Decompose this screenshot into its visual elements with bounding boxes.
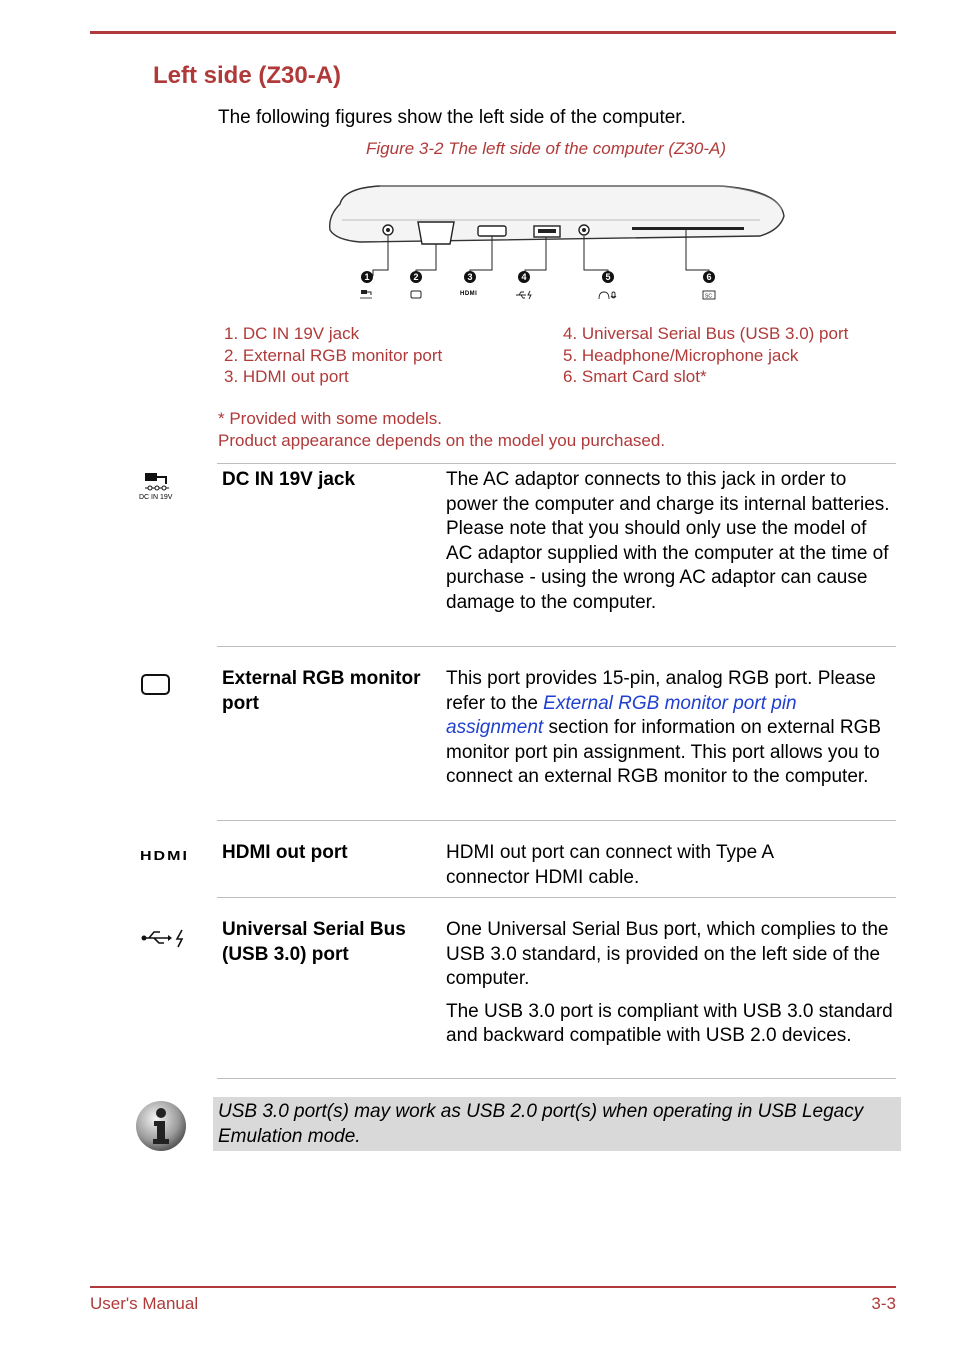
top-rule xyxy=(90,31,896,34)
svg-text:SC: SC xyxy=(705,293,712,300)
dc-in-icon xyxy=(359,289,373,301)
appearance-note: Product appearance depends on the model you purchased. xyxy=(218,431,666,450)
legend-left xyxy=(224,323,442,388)
page-number: 3-3 xyxy=(871,1294,896,1313)
table-divider xyxy=(217,897,896,898)
callout-1: 1 xyxy=(361,271,373,283)
desc-hdmi: HDMI out port can connect with Type A connector HDMI cable. xyxy=(446,842,774,888)
legend-item: 1. DC IN 19V jack xyxy=(224,324,360,343)
term-hdmi: HDMI out port xyxy=(222,842,348,863)
callout-6: 6 xyxy=(703,271,715,283)
smart-card-icon xyxy=(702,290,716,300)
footer-left: User's Manual xyxy=(90,1294,199,1313)
rgb-port-icon xyxy=(410,290,422,300)
headphone-mic-icon xyxy=(598,290,618,300)
legend-item: 6. Smart Card slot* xyxy=(563,367,707,386)
dc-in-icon-label: DC IN 19V xyxy=(139,494,173,501)
intro-text: The following figures show the left side of the computer. xyxy=(218,107,686,128)
legend-item: 4. Universal Serial Bus (USB 3.0) port xyxy=(563,324,849,343)
provided-note: * Provided with some models. xyxy=(218,409,442,428)
usb-sleep-charge-icon xyxy=(140,926,190,950)
section-heading: Left side (Z30-A) xyxy=(153,62,342,89)
term-dc-in: DC IN 19V jack xyxy=(222,469,356,490)
footer-rule xyxy=(90,1286,896,1288)
term-usb: Universal Serial Bus (USB 3.0) port xyxy=(222,919,406,965)
laptop-left-side-figure xyxy=(320,180,790,305)
callout-3: 3 xyxy=(464,271,476,283)
rgb-pin-assignment-link[interactable]: External RGB monitor port pin assignment xyxy=(446,692,797,738)
term-rgb: External RGB monitor port xyxy=(222,668,421,714)
desc-usb-p2: The USB 3.0 port is compliant with USB 3.0 standard and backward compatible with USB 2.0 devices. xyxy=(446,1000,893,1046)
info-note-text: USB 3.0 port(s) may work as USB 2.0 port(s) when operating in USB Legacy Emulation mode. xyxy=(218,1101,864,1147)
callout-4: 4 xyxy=(518,271,530,283)
callout-2: 2 xyxy=(410,271,422,283)
legend-item: 5. Headphone/Microphone jack xyxy=(563,345,799,365)
legend-right xyxy=(563,323,848,388)
desc-usb-p1: One Universal Serial Bus port, which complies to the USB 3.0 standard, is provided on the left side of the computer. xyxy=(446,919,889,989)
table-divider xyxy=(217,646,896,647)
table-divider xyxy=(217,820,896,821)
desc-usb xyxy=(446,918,896,1057)
hdmi-icon: HDMI xyxy=(140,849,189,864)
legend-item: 2. External RGB monitor port xyxy=(224,345,443,365)
figure-notes xyxy=(218,408,665,452)
desc-dc-in: The AC adaptor connects to this jack in order to power the computer and charge its internal batteries. Please note that you should only use the model of AC adaptor supplied with the computer at the time of purchase - using the wrong AC adaptor can cause damage to the computer. xyxy=(446,469,890,613)
figure-caption: Figure 3-2 The left side of the computer (Z30-A) xyxy=(366,139,726,158)
info-icon xyxy=(134,1099,188,1153)
legend-item: 3. HDMI out port xyxy=(224,367,349,386)
table-divider xyxy=(217,463,896,464)
smart-card-slot xyxy=(632,227,744,230)
hdmi-icon: HDMI xyxy=(460,291,478,297)
desc-rgb: This port provides 15-pin, analog RGB port. Please refer to the External RGB monitor port pin assignment section for information on external RGB monitor port pin assignment. This port allows you to connect an external RGB monitor to the computer. xyxy=(446,668,882,787)
callout-5: 5 xyxy=(602,271,614,283)
hdmi-port xyxy=(478,226,506,236)
rgb-port-icon xyxy=(140,673,172,697)
usb-sleep-charge-icon xyxy=(515,290,535,300)
table-divider xyxy=(217,1078,896,1079)
rgb-port xyxy=(418,222,454,244)
